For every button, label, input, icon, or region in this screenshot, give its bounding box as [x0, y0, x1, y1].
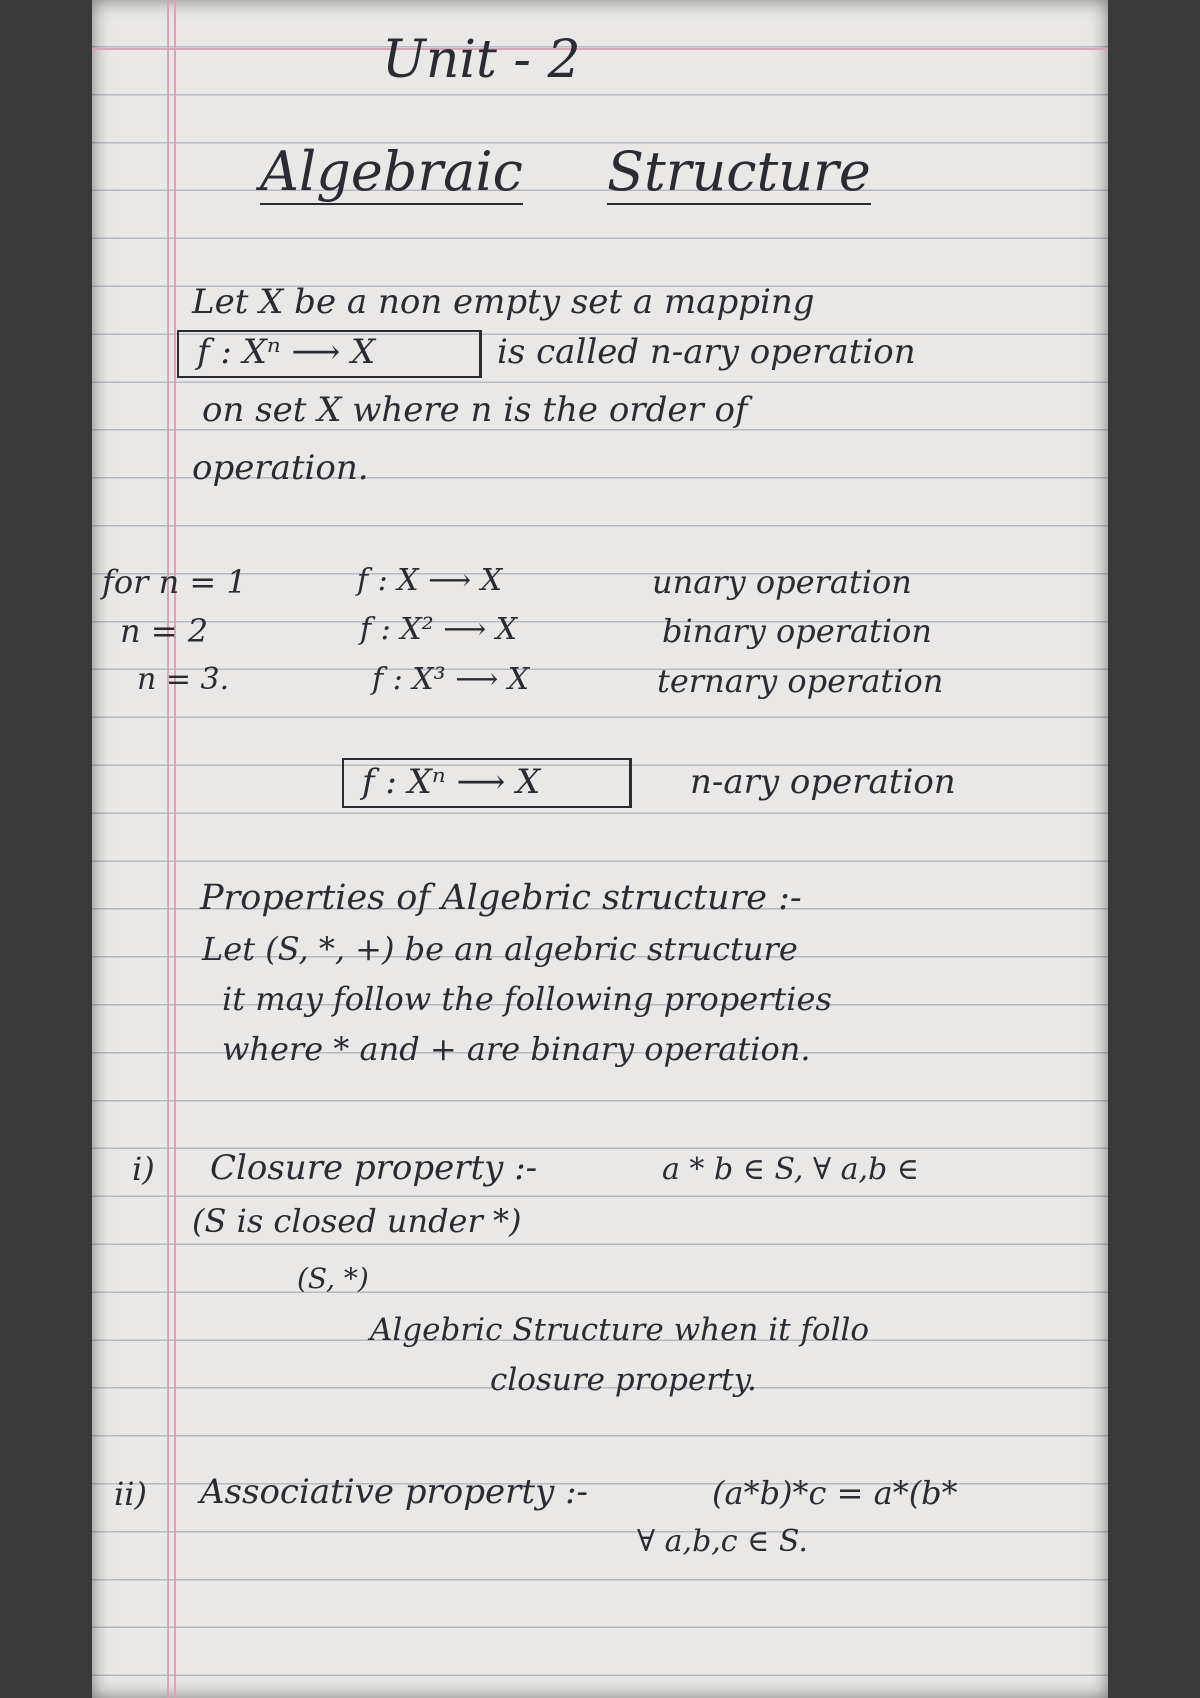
- case-label-1: for n = 1: [102, 563, 247, 601]
- assoc-quantifier: ∀ a,b,c ∈ S.: [637, 1524, 808, 1559]
- left-margin-line-2: [174, 0, 176, 1698]
- case-name-3: ternary operation: [657, 662, 944, 700]
- general-name: n-ary operation: [690, 762, 956, 802]
- case-name-1: unary operation: [652, 563, 912, 601]
- properties-line-2: it may follow the following properties: [222, 980, 832, 1018]
- closure-desc-2: closure property.: [490, 1362, 757, 1398]
- case-label-2: n = 2: [120, 612, 209, 650]
- closure-title: Closure property :-: [210, 1148, 538, 1188]
- closure-pair: (S, *): [297, 1262, 369, 1295]
- unit-title: Unit - 2: [382, 30, 581, 90]
- properties-line-3: where * and + are binary operation.: [222, 1030, 811, 1068]
- intro-line-1: Let X be a non empty set a mapping: [192, 282, 815, 322]
- assoc-formula: (a*b)*c = a*(b*: [712, 1474, 958, 1512]
- assoc-number: ii): [114, 1475, 147, 1513]
- case-map-3: f : X³ ⟶ X: [372, 662, 530, 697]
- closure-note: (S is closed under *): [192, 1202, 522, 1240]
- intro-line-4: operation.: [192, 448, 369, 488]
- case-map-2: f : X² ⟶ X: [360, 612, 518, 647]
- case-label-3: n = 3.: [137, 662, 230, 697]
- properties-heading: Properties of Algebric structure :-: [200, 878, 802, 918]
- case-name-2: binary operation: [662, 612, 932, 650]
- general-formula: f : Xⁿ ⟶ X: [362, 762, 541, 802]
- assoc-title: Associative property :-: [200, 1472, 589, 1512]
- intro-line-2-rest: is called n-ary operation: [497, 332, 916, 372]
- top-margin-line: [92, 48, 1108, 50]
- properties-line-1: Let (S, *, +) be an algebric structure: [202, 930, 798, 968]
- closure-number: i): [132, 1150, 155, 1188]
- heading-right: Structure: [607, 140, 871, 203]
- intro-line-3: on set X where n is the order of: [202, 390, 748, 430]
- notebook-page: [92, 0, 1108, 1698]
- closure-formula: a * b ∈ S, ∀ a,b ∈: [662, 1152, 920, 1187]
- left-margin-line: [167, 0, 169, 1698]
- intro-formula: f : Xⁿ ⟶ X: [197, 332, 376, 372]
- case-map-1: f : X ⟶ X: [357, 563, 503, 598]
- closure-desc-1: Algebric Structure when it follo: [370, 1312, 870, 1348]
- heading-left: Algebraic: [260, 140, 523, 203]
